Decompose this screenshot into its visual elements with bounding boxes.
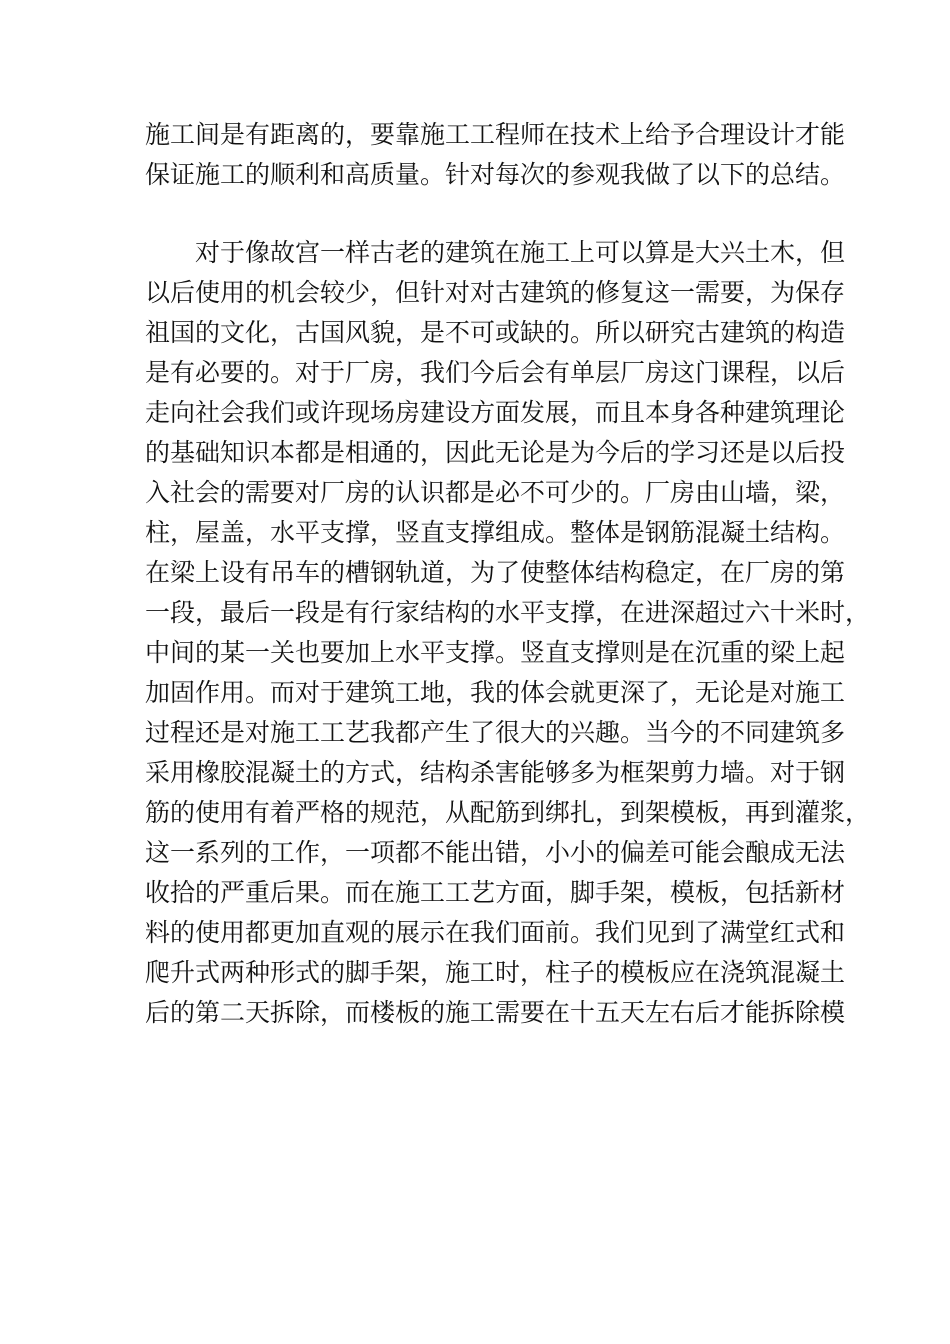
text-line [145,1033,815,1073]
text-line: 这一系列的工作，一项都不能出错，小小的偏差可能会酿成无法 [145,838,846,867]
text-line: 对于像故宫一样古老的建筑在施工上可以算是大兴土木，但 [195,238,846,267]
text-line: 走向社会我们或许现场房建设方面发展，而且本身各种建筑理论 [145,398,846,427]
text-line: 入社会的需要对厂房的认识都是必不可少的。厂房由山墙，梁， [145,478,846,507]
text-line: 过程还是对施工工艺我都产生了很大的兴趣。当今的不同建筑多 [145,718,846,747]
text-line: 保证施工的顺利和高质量。针对每次的参观我做了以下的总结。 [145,160,846,189]
text-line [145,1073,815,1113]
text-line: 在梁上设有吊车的槽钢轨道，为了使整体结构稳定，在厂房的第 [145,558,846,587]
paragraph-1 [145,115,846,195]
text-line: 是有必要的。对于厂房，我们今后会有单层厂房这门课程，以后 [145,358,846,387]
text-line: 以后使用的机会较少，但针对对古建筑的修复这一需要，为保存 [145,278,846,307]
text-line: 加固作用。而对于建筑工地，我的体会就更深了，无论是对施工 [145,678,846,707]
text-line: 的基础知识本都是相通的，因此无论是为今后的学习还是以后投 [145,438,846,467]
text-line: 中间的某一关也要加上水平支撑。竖直支撑则是在沉重的梁上起 [145,638,846,667]
text-line: 柱，屋盖，水平支撑，竖直支撑组成。整体是钢筋混凝土结构。 [145,518,846,547]
text-line: 一段，最后一段是有行家结构的水平支撑，在进深超过六十米时， [145,598,871,627]
text-line [145,1113,815,1153]
text-line: 爬升式两种形式的脚手架，施工时，柱子的模板应在浇筑混凝土 [145,958,846,987]
text-line: 祖国的文化，古国风貌，是不可或缺的。所以研究古建筑的构造 [145,318,846,347]
text-line: 料的使用都更加直观的展示在我们面前。我们见到了满堂红式和 [145,918,846,947]
text-line: 采用橡胶混凝土的方式，结构杀害能够多为框架剪力墙。对于钢 [145,758,846,787]
paragraph-2 [145,233,871,1153]
text-line: 收拾的严重后果。而在施工工艺方面，脚手架，模板，包括新材 [145,878,846,907]
text-line: 施工间是有距离的，要靠施工工程师在技术上给予合理设计才能 [145,120,846,149]
text-line: 后的第二天拆除，而楼板的施工需要在十五天左右后才能拆除模 [145,998,846,1027]
text-line: 筋的使用有着严格的规范，从配筋到绑扎，到架模板，再到灌浆， [145,798,871,827]
